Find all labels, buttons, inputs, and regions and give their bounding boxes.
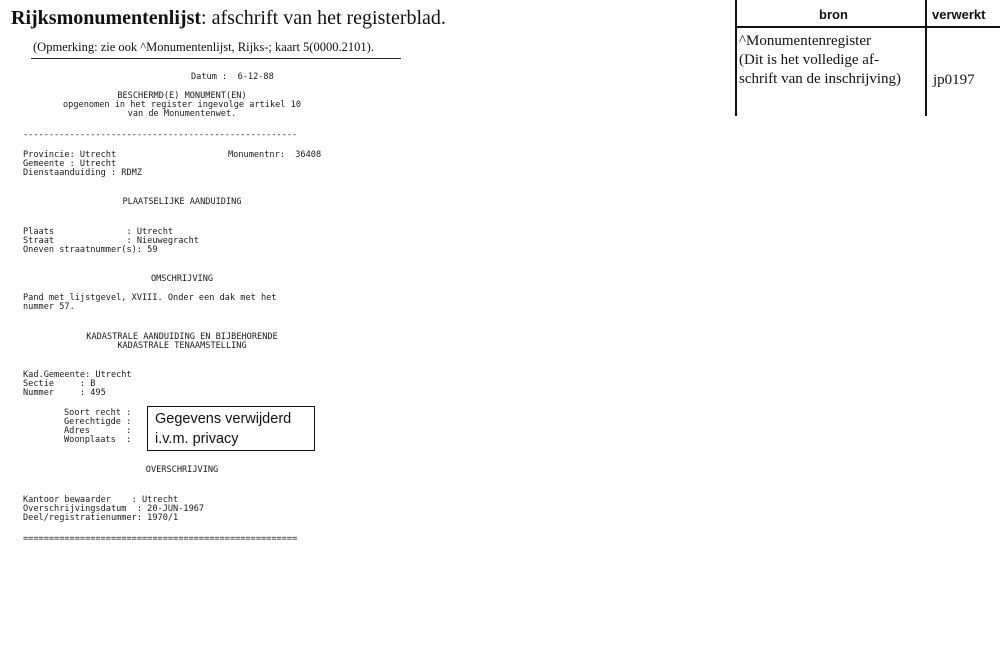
field-gerechtigde: Gerechtigde : bbox=[64, 417, 132, 427]
field-provincie: Provincie: Utrecht bbox=[23, 150, 117, 160]
field-sectie: Sectie : B bbox=[23, 379, 96, 389]
remark-underline bbox=[31, 58, 401, 59]
field-oneven-straatnummers: Oneven straatnummer(s): 59 bbox=[23, 245, 158, 255]
remark-note: (Opmerking: zie ook ^Monumentenlijst, Rijks-; kaart 5(0000.2101). bbox=[33, 40, 374, 54]
source-table bbox=[735, 0, 1000, 116]
field-nummer: Nummer : 495 bbox=[23, 388, 106, 398]
privacy-line-2: i.v.m. privacy bbox=[155, 431, 239, 447]
field-kantoor-bewaarder: Kantoor bewaarder : Utrecht bbox=[23, 495, 179, 505]
divider: ----------------------------------------------------- bbox=[23, 130, 298, 140]
omschrijving-line-1: Pand met lijstgevel, XVIII. Onder een dak met het bbox=[23, 293, 277, 303]
field-deel-registratienummer: Deel/registratienummer: 1970/1 bbox=[23, 513, 179, 523]
privacy-redaction-box bbox=[147, 406, 315, 451]
heading-line-2: opgenomen in het register ingevolge artikel 10 bbox=[63, 100, 301, 110]
field-adres: Adres : bbox=[64, 426, 132, 436]
table-header-rule bbox=[735, 26, 1000, 28]
heading-line-1: BESCHERMD(E) MONUMENT(EN) bbox=[117, 91, 247, 101]
verwerkt-value: jp0197 bbox=[933, 72, 975, 88]
table-left-border bbox=[735, 0, 737, 116]
column-header-bron: bron bbox=[819, 7, 848, 22]
section-plaatselijke-aanduiding: PLAATSELIJKE AANDUIDING bbox=[122, 197, 242, 207]
bron-line-3: schrift van de inschrijving) bbox=[739, 71, 902, 87]
field-overschrijvingsdatum: Overschrijvingsdatum : 20-JUN-1967 bbox=[23, 504, 205, 514]
table-column-divider bbox=[925, 0, 927, 116]
bron-line-2: (Dit is het volledige af- bbox=[739, 52, 879, 68]
page-title: Rijksmonumentenlijst: afschrift van het registerblad. bbox=[11, 7, 446, 29]
field-kad-gemeente: Kad.Gemeente: Utrecht bbox=[23, 370, 132, 380]
privacy-line-1: Gegevens verwijderd bbox=[155, 411, 292, 427]
field-straat: Straat : Nieuwegracht bbox=[23, 236, 199, 246]
section-omschrijving: OMSCHRIJVING bbox=[150, 274, 214, 284]
document-date: Datum : 6-12-88 bbox=[191, 72, 274, 82]
field-woonplaats: Woonplaats : bbox=[64, 435, 132, 445]
section-kadastrale-2: KADASTRALE TENAAMSTELLING bbox=[117, 341, 247, 351]
heading-line-3: van de Monumentenwet. bbox=[127, 109, 237, 119]
field-monumentnr: Monumentnr: 36408 bbox=[228, 150, 322, 160]
section-overschrijving: OVERSCHRIJVING bbox=[145, 465, 219, 475]
section-kadastrale-1: KADASTRALE AANDUIDING EN BIJBEHORENDE bbox=[86, 332, 278, 342]
column-header-verwerkt: verwerkt bbox=[932, 7, 986, 22]
end-rule: ===================================================== bbox=[23, 534, 298, 544]
bron-line-1: ^Monumentenregister bbox=[739, 33, 872, 49]
field-dienstaanduiding: Dienstaanduiding : RDMZ bbox=[23, 168, 142, 178]
field-soort-recht: Soort recht : bbox=[64, 408, 132, 418]
omschrijving-line-2: nummer 57. bbox=[23, 302, 75, 312]
field-gemeente: Gemeente : Utrecht bbox=[23, 159, 117, 169]
field-plaats: Plaats : Utrecht bbox=[23, 227, 174, 237]
